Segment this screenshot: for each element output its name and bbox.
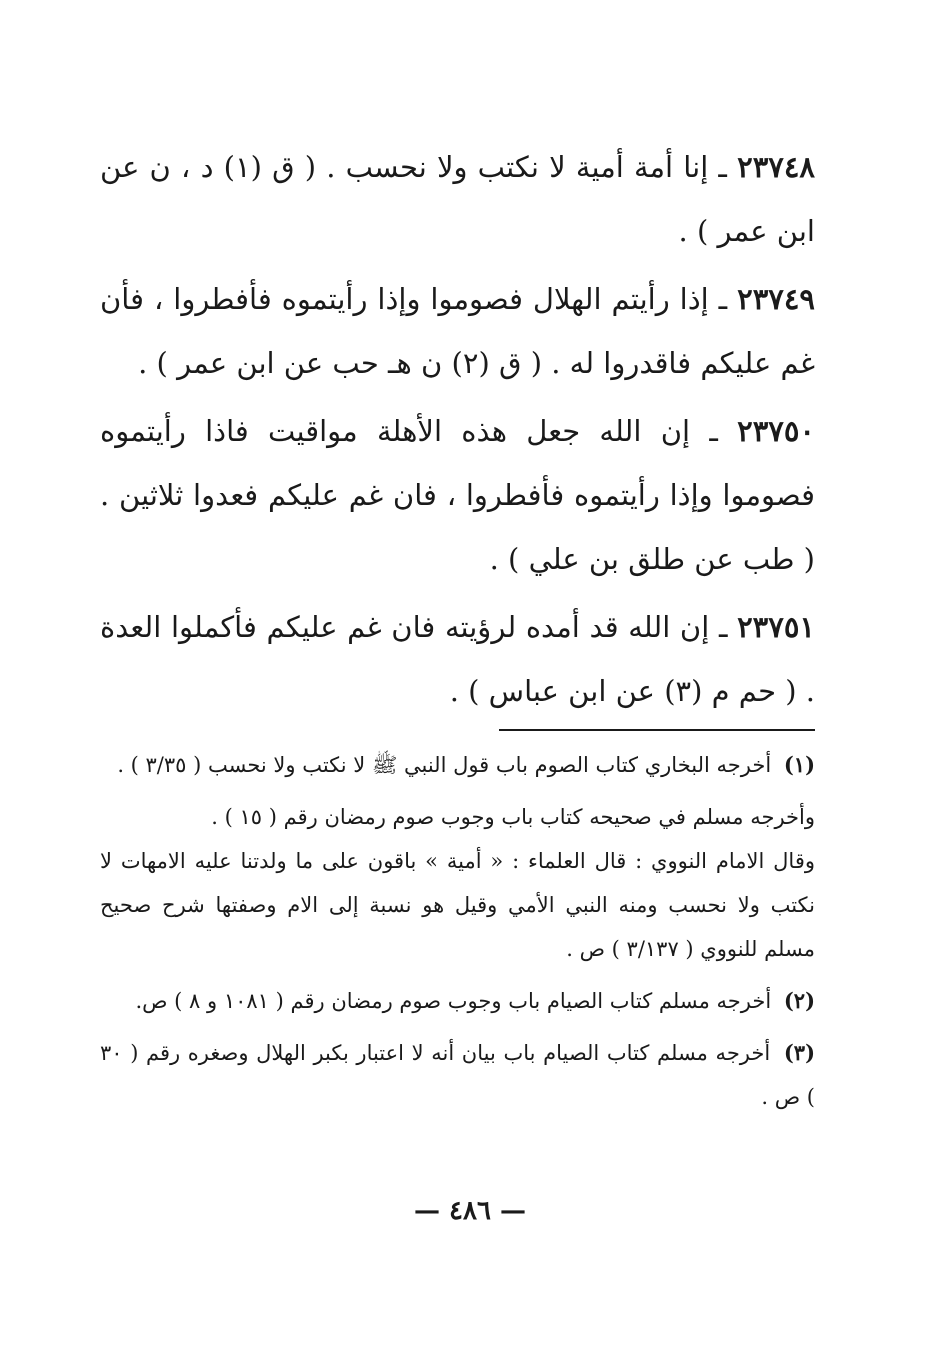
hadith-23750 <box>100 399 815 591</box>
hadith-text: ـ إن الله جعل هذه الأهلة مواقيت فاذا رأيتموه فصوموا وإذا رأيتموه فأفطروا ، فان غم عليكم فعدوا ثلاثين . ( طب عن طلق بن علي ) . <box>100 414 815 576</box>
footnote-1-nawawi <box>100 839 815 971</box>
hadith-text: ـ إنا أمة أمية لا نكتب ولا نحسب . ( ق (١) د ، ن عن ابن عمر ) . <box>100 150 815 248</box>
footnote-1-muslim <box>100 795 815 839</box>
hadith-text: ـ إن الله قد أمده لرؤيته فان غم عليكم فأكملوا العدة . ( حم م (٣) عن ابن عباس ) . <box>100 610 815 708</box>
hadith-text: ـ إذا رأيتم الهلال فصوموا وإذا رأيتموه فأفطروا ، فأن غم عليكم فاقدروا له . ( ق (٢) ن هـ حب عن ابن عمر ) . <box>100 282 815 380</box>
hadith-23751 <box>100 595 815 723</box>
hadith-number: ٢٣٧٥١ <box>737 610 815 644</box>
hadith-23749 <box>100 267 815 395</box>
footnote-mark: (٢) <box>783 988 815 1013</box>
page-number: — ٤٨٦ — <box>413 1196 527 1226</box>
footnote-text: أخرجه مسلم كتاب الصيام باب بيان أنه لا اعتبار بكبر الهلال وصغره رقم ( ٣٠ ) ص . <box>100 1041 815 1109</box>
footnote-text: وقال الامام النووي : قال العلماء : « أمية » باقون على ما ولدتنا عليه الامهات لا نكتب ولا نحسب ومنه النبي الأمي وقيل هو نسبة إلى الام وصفتها شرح صحيح مسلم للنووي ( ٣/١٣٧ ) ص . <box>100 849 815 961</box>
footnote-mark: (٣) <box>783 1040 815 1065</box>
footnote-text: أخرجه مسلم كتاب الصيام باب وجوب صوم رمضان رقم ( ١٠٨١ و ٨ ) ص. <box>135 989 772 1013</box>
hadith-number: ٢٣٧٤٨ <box>737 150 816 184</box>
hadith-23748 <box>100 135 815 263</box>
footnote-text: أخرجه البخاري كتاب الصوم باب قول النبي ﷺ لا نكتب ولا نحسب ( ٣/٣٥ ) . <box>117 753 772 777</box>
footnote-2 <box>100 979 815 1023</box>
footnote-mark: (١) <box>783 752 815 777</box>
hadith-number: ٢٣٧٥٠ <box>737 414 816 448</box>
hadith-number: ٢٣٧٤٩ <box>737 282 816 316</box>
footnote-separator <box>499 729 815 731</box>
footnote-3 <box>100 1031 815 1119</box>
footnote-1 <box>100 743 815 787</box>
page-body <box>100 135 815 1127</box>
footnote-text: وأخرجه مسلم في صحيحه كتاب باب وجوب صوم رمضان رقم ( ١٥ ) . <box>211 805 815 829</box>
